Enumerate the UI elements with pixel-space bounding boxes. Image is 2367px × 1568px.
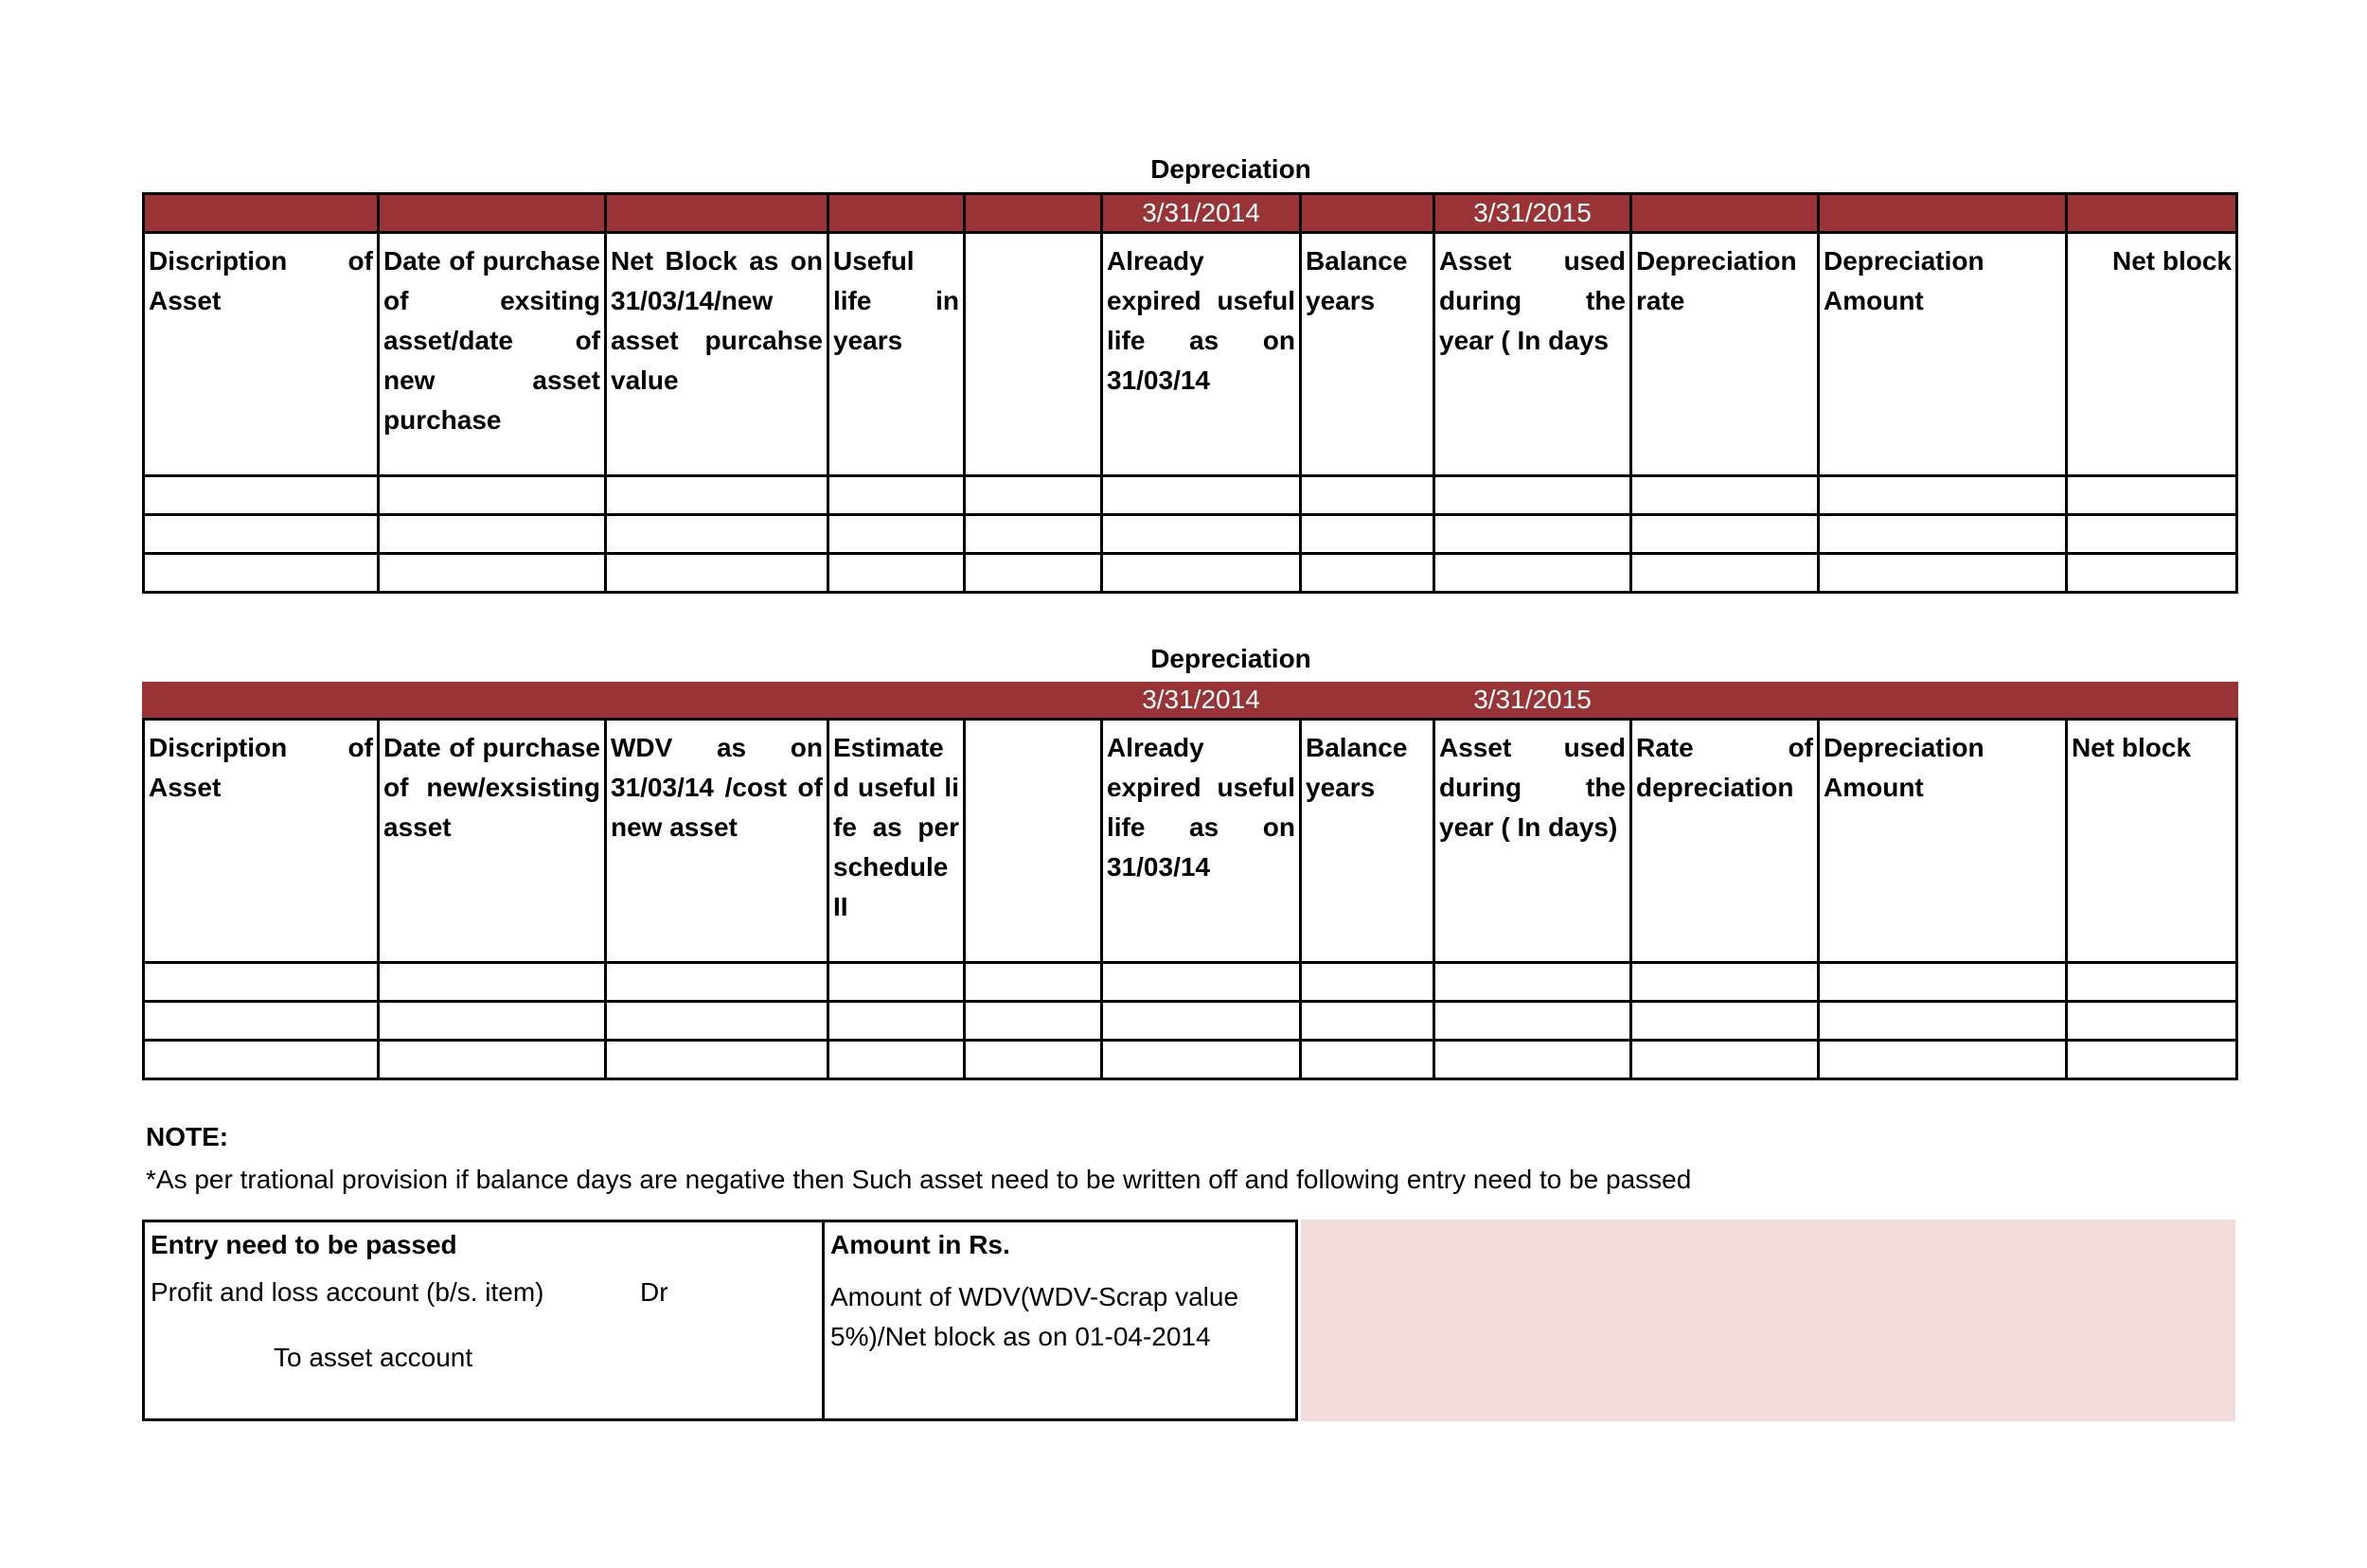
table-cell[interactable]	[144, 1041, 379, 1079]
table-cell[interactable]	[1631, 515, 1819, 554]
table-cell[interactable]	[1819, 554, 2067, 593]
table-cell[interactable]	[965, 963, 1102, 1002]
band-cell	[144, 194, 379, 233]
band-cell	[1301, 194, 1434, 233]
table-cell[interactable]	[828, 1041, 965, 1079]
header-depreciation-amount: Depreciation Amount	[1819, 233, 2067, 476]
note-label: NOTE:	[146, 1122, 229, 1151]
table-row	[144, 515, 2237, 554]
entry-heading: Entry need to be passed	[151, 1230, 457, 1259]
header-asset-used: Asset used during the year ( In days	[1434, 233, 1631, 476]
depreciation-table-2	[142, 682, 2238, 1080]
table-cell[interactable]	[1819, 1002, 2067, 1041]
band-cell	[828, 682, 965, 720]
entry-left-cell	[145, 1222, 825, 1418]
table-row	[144, 476, 2237, 515]
table-cell[interactable]	[1102, 963, 1301, 1002]
band-cell	[1819, 682, 2067, 720]
highlight-box	[1301, 1220, 2235, 1421]
date-band	[144, 682, 2237, 720]
table-cell[interactable]	[379, 515, 606, 554]
table-cell[interactable]	[606, 1002, 828, 1041]
header-description: Discription of Asset	[144, 720, 379, 963]
header-rate-of-depreciation: Rate of depreciation	[1631, 720, 1819, 963]
table-cell[interactable]	[1301, 476, 1434, 515]
band-cell	[379, 682, 606, 720]
header-net-block-end: Net block	[2067, 233, 2237, 476]
table-cell[interactable]	[1434, 1002, 1631, 1041]
header-expired-life: Already expired useful life as on 31/03/14	[1102, 720, 1301, 963]
table-cell[interactable]	[1819, 476, 2067, 515]
table-cell[interactable]	[1102, 1041, 1301, 1079]
table-row	[144, 554, 2237, 593]
table-row	[144, 1002, 2237, 1041]
note-text: *As per trational provision if balance days are negative then Such asset need to be written off and following entry need to be passed	[146, 1165, 1692, 1194]
header-wdv: WDV as on 31/03/14 /cost of new asset	[606, 720, 828, 963]
band-cell-date-2014: 3/31/2014	[1102, 682, 1301, 720]
table-cell[interactable]	[1434, 476, 1631, 515]
band-cell	[379, 194, 606, 233]
table-row	[144, 963, 2237, 1002]
table-cell[interactable]	[828, 1002, 965, 1041]
header-balance-years: Balance years	[1301, 233, 1434, 476]
table-cell[interactable]	[1301, 1002, 1434, 1041]
entry-dr-label: Dr	[640, 1277, 668, 1307]
band-cell	[2067, 682, 2237, 720]
amount-text: Amount of WDV(WDV-Scrap value 5%)/Net block as on 01-04-2014	[830, 1282, 1239, 1351]
table-cell[interactable]	[1102, 515, 1301, 554]
table-cell[interactable]	[1819, 1041, 2067, 1079]
table-cell[interactable]	[1434, 963, 1631, 1002]
table-cell[interactable]	[606, 476, 828, 515]
header-date-of-purchase: Date of purchase of exsiting asset/date of new asset purchase	[379, 233, 606, 476]
band-cell	[144, 682, 379, 720]
entry-debit-line	[151, 1277, 668, 1308]
table-cell[interactable]	[1434, 554, 1631, 593]
band-cell-date-2015: 3/31/2015	[1434, 194, 1631, 233]
band-cell	[606, 682, 828, 720]
table-cell[interactable]	[144, 476, 379, 515]
header-useful-life: Useful life in years	[828, 233, 965, 476]
header-description: Discription of Asset	[144, 233, 379, 476]
band-cell-date-2015: 3/31/2015	[1434, 682, 1631, 720]
header-expired-life: Already expired useful life as on 31/03/14	[1102, 233, 1301, 476]
header-asset-used: Asset used during the year ( In days)	[1434, 720, 1631, 963]
table-cell[interactable]	[144, 515, 379, 554]
table-cell[interactable]	[2067, 515, 2237, 554]
table-cell[interactable]	[379, 1041, 606, 1079]
table-cell[interactable]	[965, 554, 1102, 593]
table-cell[interactable]	[1301, 963, 1434, 1002]
header-date-of-purchase: Date of purchase of new/exsisting asset	[379, 720, 606, 963]
header-row	[144, 233, 2237, 476]
table-cell[interactable]	[828, 476, 965, 515]
entry-box	[142, 1220, 1298, 1421]
table-cell[interactable]	[1434, 515, 1631, 554]
depreciation-table-1	[142, 192, 2238, 594]
table-cell[interactable]	[1301, 554, 1434, 593]
entry-debit-account: Profit and loss account (b/s. item)	[151, 1277, 544, 1307]
table-cell[interactable]	[1301, 1041, 1434, 1079]
table-cell[interactable]	[606, 554, 828, 593]
band-cell	[828, 194, 965, 233]
table-cell[interactable]	[828, 963, 965, 1002]
entry-credit-line: To asset account	[274, 1343, 473, 1372]
table-cell[interactable]	[965, 1002, 1102, 1041]
table-cell[interactable]	[1102, 476, 1301, 515]
band-cell-date-2014: 3/31/2014	[1102, 194, 1301, 233]
table2-title: Depreciation	[1150, 644, 1311, 673]
table-cell[interactable]	[1631, 1041, 1819, 1079]
table-cell[interactable]	[1631, 963, 1819, 1002]
table-cell[interactable]	[144, 554, 379, 593]
table-cell[interactable]	[1301, 515, 1434, 554]
table1-title: Depreciation	[1150, 154, 1311, 184]
band-cell	[606, 194, 828, 233]
table-cell[interactable]	[828, 515, 965, 554]
table-cell[interactable]	[2067, 476, 2237, 515]
table-cell[interactable]	[1819, 963, 2067, 1002]
header-blank	[965, 720, 1102, 963]
table-cell[interactable]	[379, 1002, 606, 1041]
table-cell[interactable]	[606, 1041, 828, 1079]
table-cell[interactable]	[2067, 963, 2237, 1002]
table-cell[interactable]	[965, 476, 1102, 515]
table-row	[144, 1041, 2237, 1079]
band-cell	[1819, 194, 2067, 233]
table-cell[interactable]	[144, 963, 379, 1002]
table-cell[interactable]	[965, 515, 1102, 554]
band-cell	[965, 194, 1102, 233]
table-cell[interactable]	[2067, 1002, 2237, 1041]
table-cell[interactable]	[1434, 1041, 1631, 1079]
table-cell[interactable]	[828, 554, 965, 593]
band-cell	[965, 682, 1102, 720]
table-cell[interactable]	[1631, 554, 1819, 593]
table-cell[interactable]	[606, 963, 828, 1002]
table-cell[interactable]	[1631, 476, 1819, 515]
header-blank	[965, 233, 1102, 476]
table-cell[interactable]	[379, 554, 606, 593]
header-row	[144, 720, 2237, 963]
table-cell[interactable]	[1102, 554, 1301, 593]
table-cell[interactable]	[2067, 1041, 2237, 1079]
band-cell	[1631, 682, 1819, 720]
header-net-block: Net Block as on 31/03/14/new asset purcahse value	[606, 233, 828, 476]
entry-right-cell	[825, 1222, 1298, 1418]
header-depreciation-rate: Depreciation rate	[1631, 233, 1819, 476]
band-cell	[1631, 194, 1819, 233]
table-cell[interactable]	[144, 1002, 379, 1041]
band-cell	[1301, 682, 1434, 720]
header-depreciation-amount: Depreciation Amount	[1819, 720, 2067, 963]
table-cell[interactable]	[1102, 1002, 1301, 1041]
header-balance-years: Balance years	[1301, 720, 1434, 963]
table-cell[interactable]	[965, 1041, 1102, 1079]
table-cell[interactable]	[2067, 554, 2237, 593]
date-band	[144, 194, 2237, 233]
table-cell[interactable]	[379, 963, 606, 1002]
band-cell	[2067, 194, 2237, 233]
amount-heading: Amount in Rs.	[830, 1230, 1010, 1259]
table-cell[interactable]	[1819, 515, 2067, 554]
header-estimated-life: Estimated useful life as per schedule II	[828, 720, 965, 963]
table-cell[interactable]	[606, 515, 828, 554]
header-net-block-end: Net block	[2067, 720, 2237, 963]
table-cell[interactable]	[1631, 1002, 1819, 1041]
table-cell[interactable]	[379, 476, 606, 515]
